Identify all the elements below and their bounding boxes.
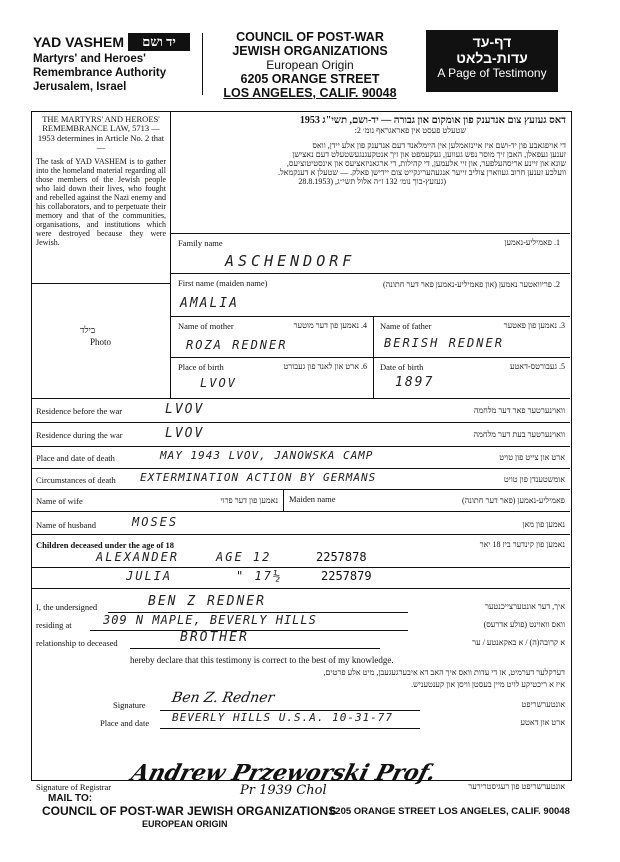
underline bbox=[130, 648, 380, 649]
child-name: ALEXANDER bbox=[96, 550, 180, 564]
father-heb: 3. נאמען פון פאטער bbox=[503, 321, 565, 330]
children-heb: נאמען פון קינדער ביז 18 יאר bbox=[479, 540, 565, 549]
res-before-value: LVOV bbox=[165, 402, 205, 417]
law-text-block bbox=[36, 115, 166, 248]
husband-label: Name of husband bbox=[36, 520, 96, 530]
row-divider bbox=[171, 357, 570, 358]
death-value: MAY 1943 LVOV, JANOWSKA CAMP bbox=[160, 449, 374, 462]
council-origin: EUROPEAN ORIGIN bbox=[142, 819, 228, 829]
undersigned-label: I, the undersigned bbox=[36, 602, 98, 612]
registrar-signature: Andrew Przeworski Prof. bbox=[128, 760, 439, 786]
circumstances-value: EXTERMINATION ACTION BY GERMANS bbox=[140, 471, 377, 484]
council-line4: 6205 ORANGE STREET bbox=[240, 72, 380, 86]
birthplace-heb: 6. ארט און לאנד פון געבורט bbox=[283, 362, 367, 371]
birthplace-value: LVOV bbox=[200, 376, 237, 390]
registrar-label: Signature of Registrar bbox=[36, 782, 112, 792]
mother-label: Name of mother bbox=[178, 321, 234, 331]
row-divider bbox=[171, 273, 570, 274]
husband-value: MOSES bbox=[132, 515, 179, 529]
photo-area-divider bbox=[31, 283, 171, 284]
circumstances-heb: אומשטענדן פון טויט bbox=[503, 475, 565, 484]
photo-heb: בילד bbox=[80, 325, 96, 335]
place-date-label: Place and date bbox=[100, 718, 150, 728]
place-date-heb: ארט און דאטע bbox=[520, 718, 565, 727]
law-text: The task of YAD VASHEM is to gather into the homeland material regarding all those members of the Jewish people who laid down their lives, who fought and rebelled against the Nazi enemy and his collaborators, and to perpetuate their memory and that of the communities, organisations, and institutions which were destroyed because they were Jewish. bbox=[36, 157, 166, 247]
page-heb-line2: עדות-בלאט bbox=[456, 50, 528, 66]
child-age: AGE 12 bbox=[216, 550, 272, 564]
underline bbox=[160, 728, 420, 729]
maiden-label: Maiden name bbox=[289, 494, 336, 504]
child-age: " 17½ bbox=[236, 569, 283, 583]
council-header bbox=[210, 30, 410, 100]
law-title: THE MARTYRS' AND HEROES' REMEMBRANCE LAW, 5713 — 1953 determines in Article No. 2 that — bbox=[37, 114, 165, 153]
children-label: Children deceased under the age of 18 bbox=[36, 540, 175, 550]
declaration-heb-1: דערקלער דערמיט, אז די עדות וואס איך האב דא איבערגעגעבן, מיט אלע פרטים, bbox=[323, 668, 565, 677]
row-divider bbox=[31, 422, 570, 423]
council-line5: LOS ANGELES, CALIF. 90048 bbox=[223, 86, 397, 100]
undersigned-heb: איך, דער אונטערצייכנטער bbox=[484, 602, 565, 611]
death-label: Place and date of death bbox=[36, 453, 115, 463]
child-number: 2257878 bbox=[316, 550, 367, 564]
dob-value: 1897 bbox=[395, 375, 435, 390]
council-address: 6205 ORANGE STREET LOS ANGELES, CALIF. 90048 bbox=[330, 806, 570, 817]
res-during-label: Residence during the war bbox=[36, 430, 123, 440]
residing-label: residing at bbox=[36, 620, 72, 630]
declaration-heb-2: איז א ריכטיקע לויט מיין בעסטן וויסן און קענטעניש. bbox=[411, 680, 565, 689]
yad-vashem-title: YAD VASHEM bbox=[33, 34, 125, 50]
row-divider bbox=[31, 398, 570, 399]
child-row bbox=[36, 569, 566, 587]
heb-law-line2: שטעלט פעסט אין פאראגראף נומ׳ 2: bbox=[354, 126, 466, 135]
registrar-note: Pr 1939 Chol bbox=[240, 783, 327, 798]
heb-law-line3: די אויפגאבע פון יד-ושם איז איינזאמלען אין היימלאנד דעם אנדענק פון אלע יידן, וואס bbox=[312, 141, 566, 150]
dob-heb: 5. געבורטס-דאטע bbox=[509, 362, 565, 371]
res-during-heb: וואוינערטער בעת דער מלחמה bbox=[473, 430, 565, 439]
undersigned-value: BEN Z REDNER bbox=[148, 594, 266, 609]
yad-vashem-line3: Jerusalem, Israel bbox=[33, 81, 127, 93]
council-line2: JEWISH ORGANIZATIONS bbox=[232, 44, 388, 58]
relation-value: BROTHER bbox=[180, 630, 249, 645]
heb-law-line4: זענען געפאלן, האבן זיך מוסר נפש געווען, געקעמפט און זיך אנטקעגנגעשטעלט דעם נאצישן bbox=[292, 150, 566, 159]
signature-label: Signature bbox=[113, 700, 146, 710]
relation-heb: א קרובה(ה) / א באקאנטע / ער bbox=[472, 638, 565, 647]
family-name-value: ASCHENDORF bbox=[225, 252, 356, 270]
page-title: A Page of Testimony bbox=[437, 66, 547, 80]
res-during-value: LVOV bbox=[165, 426, 205, 441]
row-divider bbox=[31, 489, 570, 490]
row-divider bbox=[31, 446, 570, 447]
mother-heb: 4. נאמען פון דער מוטער bbox=[293, 321, 367, 330]
page-of-testimony-box bbox=[426, 30, 558, 92]
col-divider bbox=[283, 489, 284, 511]
place-date-value: BEVERLY HILLS U.S.A. 10-31-77 bbox=[172, 711, 394, 724]
circumstances-label: Circumstances of death bbox=[36, 475, 116, 485]
heb-law-line5: שונא און זיינע אריסהעלפער, און זיי אלעמען, די קהילות, די ארגאניזאציעס און אינסטיטוציעס, bbox=[286, 159, 566, 168]
underline bbox=[90, 630, 408, 631]
row-divider bbox=[171, 316, 570, 317]
council-name: COUNCIL OF POST-WAR JEWISH ORGANIZATIONS bbox=[42, 804, 337, 818]
dob-label: Date of birth bbox=[380, 362, 424, 372]
heb-law-line7: (געזעץ-בוך נומ׳ 132 ז״ה אלול תשי״ג, (28.8.1953 bbox=[298, 177, 446, 186]
first-name-value: AMALIA bbox=[180, 296, 239, 311]
death-heb: ארט און צייט פון טויט bbox=[499, 453, 565, 462]
left-column-divider bbox=[170, 111, 171, 398]
hebrew-law-block bbox=[176, 115, 566, 186]
row-divider bbox=[171, 233, 570, 234]
first-name-label: First name (maiden name) bbox=[178, 278, 268, 288]
signature-heb: אונטערשריפט bbox=[521, 700, 565, 709]
relation-label: relationship to deceased bbox=[36, 638, 118, 648]
res-before-label: Residence before the war bbox=[36, 406, 123, 416]
header-divider-left bbox=[202, 33, 203, 95]
mail-to: MAIL TO: bbox=[48, 793, 93, 804]
father-value: BERISH REDNER bbox=[384, 336, 504, 350]
res-before-heb: וואוינערטער פאר דער מלחמה bbox=[473, 406, 565, 415]
council-line1: COUNCIL OF POST-WAR bbox=[236, 30, 384, 44]
row-divider bbox=[31, 588, 570, 589]
family-name-label: Family name bbox=[178, 238, 223, 248]
residing-heb: וואס וואוינט (פולע אדרעס) bbox=[483, 620, 565, 629]
photo-label: Photo bbox=[90, 337, 112, 347]
residing-value: 309 N MAPLE, BEVERLY HILLS bbox=[103, 613, 317, 627]
declaration-text: hereby declare that this testimony is correct to the best of my knowledge. bbox=[130, 655, 394, 665]
family-name-heb: 1. פאמיליע-נאמען bbox=[504, 238, 560, 247]
mother-value: ROZA REDNER bbox=[186, 338, 288, 352]
row-divider bbox=[31, 511, 570, 512]
row-divider bbox=[31, 567, 570, 568]
wife-label: Name of wife bbox=[36, 496, 83, 506]
birthplace-label: Place of birth bbox=[178, 362, 224, 372]
maiden-heb: פאמיליע-נאמען (פאר דער חתונה) bbox=[462, 496, 565, 505]
husband-heb: נאמען פון מאן bbox=[522, 520, 565, 529]
child-number: 2257879 bbox=[321, 569, 372, 583]
child-name: JULIA bbox=[126, 569, 173, 583]
council-line3: European Origin bbox=[266, 58, 354, 72]
registrar-heb: אונטערשריפט פון רעגיסטרירער bbox=[468, 782, 565, 791]
row-divider bbox=[31, 534, 570, 535]
declarant-signature: Ben Z. Redner bbox=[170, 690, 276, 706]
yad-vashem-line2: Remembrance Authority bbox=[33, 67, 167, 79]
row-divider bbox=[31, 468, 570, 469]
heb-law-line1: דאס געזעץ צום אנדענק פון אומקום און גבורה — יד-ושם, תשי"ג 1953 bbox=[299, 115, 566, 126]
wife-heb: נאמען פון דער פרוי bbox=[220, 496, 278, 505]
yad-vashem-line1: Martyrs' and Heroes' bbox=[33, 53, 146, 65]
father-label: Name of father bbox=[380, 321, 432, 331]
first-name-heb: 2. פריוואטער נאמען (און פאמיליע-נאמען פאר דער חתונה) bbox=[383, 280, 560, 289]
child-row bbox=[36, 550, 566, 568]
page-heb-line1: דף-עד bbox=[472, 34, 512, 50]
heb-law-line6: וועלכע זענען חרוב געווארן צוליב זייער אנגעהעריגקייט צום יידישן פאלק. — שטעלן א דענקמאל. bbox=[277, 168, 566, 177]
yad-vashem-logo: יד ושם bbox=[128, 33, 190, 51]
